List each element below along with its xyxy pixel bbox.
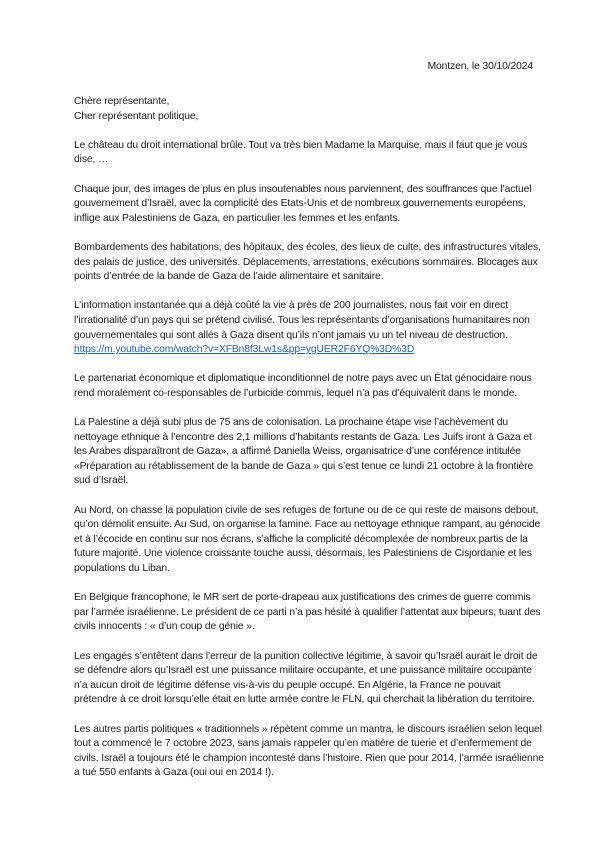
salutation-line-1: Chère représentante, xyxy=(74,96,170,107)
paragraph-belgique: En Belgique francophone, le MR sert de porte-drapeau aux justifications des crimes de guerre commis par l’armée israélienne. Le président de ce parti n’a pas hésité à qualifier l’attentat aux bipeurs, tuant des civils innocents : « d’un coup de génie ». xyxy=(74,592,541,633)
paragraph-partenariat: Le partenariat économique et diplomatique inconditionnel de notre pays avec un État génocidaire nous rend moralement co-responsables de l’urbicide commis, lequel n’a pas d’équivalent dans le monde. xyxy=(74,373,532,399)
salutation-line-2: Cher représentant politique, xyxy=(74,110,199,122)
salutation xyxy=(74,95,544,124)
paragraph-palestine: La Palestine a déjà subi plus de 75 ans de colonisation. La prochaine étape vise l’achèvement du nettoyage ethnique à l’encontre des 2,1 millions d’habitants restants de Gaza. Les Juifs iront à Gaza et les Arabes disparaîtront de Gaza», a affirmé Daniella Weiss, organisatrice d’une conférence intitulée «Préparation au rétablissement de la bande de Gaza » qui s’est tenue ce lundi 21 octobre à la frontière sud d’Israël. xyxy=(74,417,534,487)
paragraph-information xyxy=(74,299,544,357)
paragraph-images: Chaque jour, des images de plus en plus insoutenables nous parviennent, des souffrances que l’actuel gouvernement d’Israël, avec la complicité des Etats-Unis et de nombreux gouvernements européens, inflige aux Palestiniens de Gaza, en particulier les femmes et les enfants. xyxy=(74,183,532,224)
paragraph-intro: Le château du droit international brûle. Tout va très bien Madame la Marquise, mais il faut que je vous dise, … xyxy=(74,139,528,166)
letter-body xyxy=(74,95,544,796)
youtube-link[interactable]: https://m.youtube.com/watch?v=XFBn8f3Lw1s&pp=ygUER2F6YQ%3D%3D xyxy=(74,344,415,356)
paragraph-information-text: L’information instantanée qui a déjà coûté la vie à près de 200 journalistes, nous fait voir en direct l’irrationalité d’un pays qui se prétend civilisé. Tous les représentants d’organisations humanitaires non gouvernementales qui sont allés à Gaza disent qu’ils n’ont jamais vu un tel niveau de destruction. xyxy=(74,300,530,341)
paragraph-nord-sud: Au Nord, on chasse la population civile de ses refuges de fortune ou de ce qui reste de maisons debout, qu’on démolit ensuite. Au Sud, on organise la famine. Face au nettoyage ethnique rampant, au génocide et à l’écocide en continu sur nos écrans, s’affiche la complicité décomplexée de nombreux partis de la future majorité. Une violence croissante touche aussi, désormais, les Palestiniens de Cisjordanie et les populations du Liban. xyxy=(74,504,541,574)
paragraph-autres-partis: Les autres partis politiques « traditionnels » répètent comme un mantra, le discours israélien selon lequel tout a commencé le 7 octobre 2023, sans jamais rappeler qu’en matière de tuerie et d’enfermement de civils, Israël a toujours été le champion incontesté dans l’histoire. Rien que pour 2014, l’armée israélienne a tué 550 enfants à Gaza (oui oui en 2014 !). xyxy=(74,723,544,779)
date-line: Montzen, le 30/10/2024 xyxy=(427,61,533,72)
paragraph-bombardements: Bombardements des habitations, des hôpitaux, des écoles, des lieux de culte, des infrastructures vitales, des palais de justice, des universités. Déplacements, arrestations, exécutions sommaires. Blocages aux points d’entrée de la bande de Gaza de l’aide alimentaire et sanitaire. xyxy=(74,241,541,283)
paragraph-engages: Les engagés s’entêtent dans l’erreur de la punition collective légitime, à savoir qu’Israël aurait le droit de se défendre alors qu’Israël est une puissance militaire occupante, et une puissance militaire occupante n’a aucun droit de légitime défense vis-à-vis du peuple occupé. En Algérie, la France ne pouvait prétendre à ce droit lorsqu’elle était en lutte armée contre le FLN, qui cherchait la libération du territoire. xyxy=(74,650,538,706)
